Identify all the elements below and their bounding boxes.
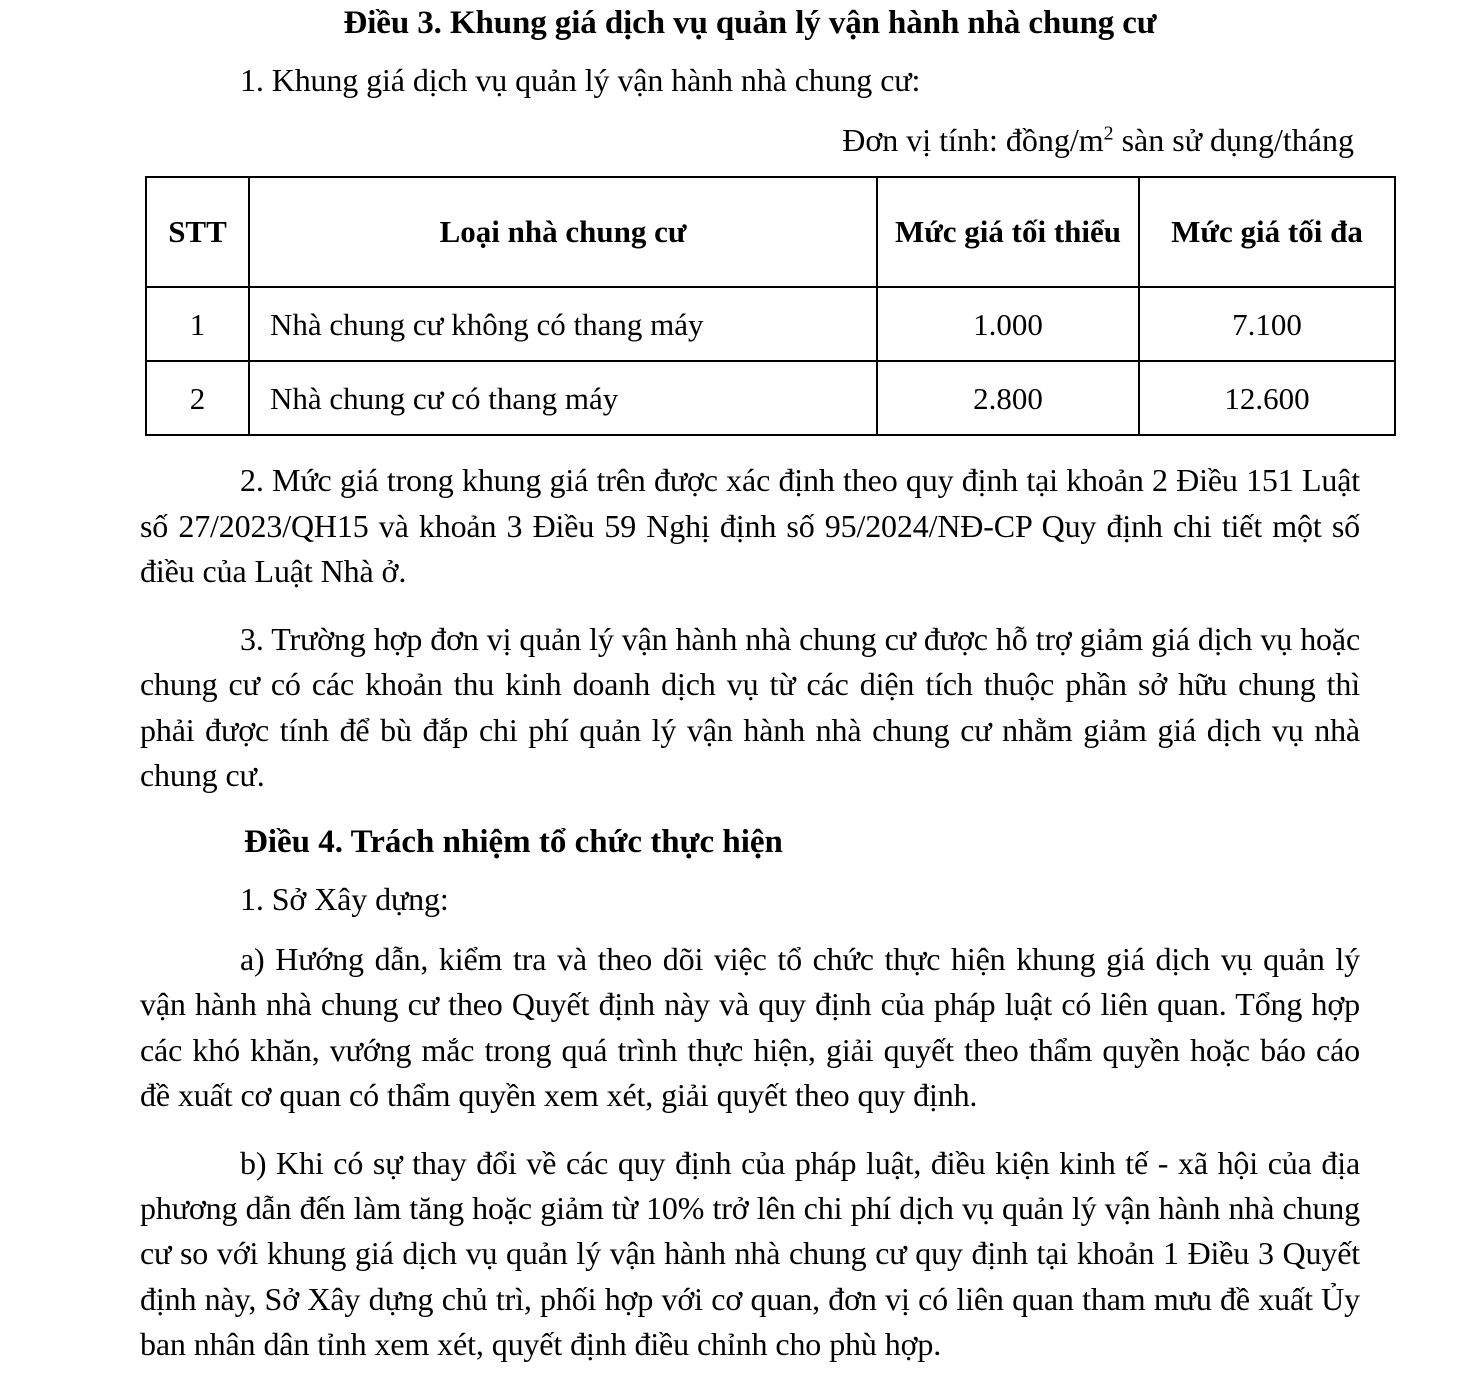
cell-apartment-type: Nhà chung cư có thang máy (249, 361, 877, 435)
cell-apartment-type: Nhà chung cư không có thang máy (249, 287, 877, 361)
table-row (146, 361, 1395, 435)
article-3-clause-2: 2. Mức giá trong khung giá trên được xác định theo quy định tại khoản 2 Điều 151 Luật số 27/2023/QH15 và khoản 3 Điều 59 Nghị định số 95/2024/NĐ-CP Quy định chi tiết một số điều của Luật Nhà ở. (140, 462, 1360, 590)
article-4-point-b: b) Khi có sự thay đổi về các quy định của pháp luật, điều kiện kinh tế - xã hội của địa phương dẫn đến làm tăng hoặc giảm từ 10% trở lên chi phí dịch vụ quản lý vận hành nhà chung cư so với khung giá dịch vụ quản lý vận hành nhà chung cư quy định tại khoản 1 Điều 3 Quyết định này, Sở Xây dựng chủ trì, phối hợp với cơ quan, đơn vị có liên quan tham mưu đề xuất Ủy ban nhân dân tỉnh xem xét, quyết định điều chỉnh cho phù hợp. (140, 1144, 1360, 1363)
unit-superscript: 2 (1103, 122, 1114, 145)
spacer (140, 1119, 1360, 1141)
article-4-clause-1: 1. Sở Xây dựng: (240, 881, 449, 918)
cell-maximum-price: 12.600 (1139, 361, 1395, 435)
spacer (140, 799, 1360, 821)
header-maximum-price: Mức giá tối đa (1139, 177, 1395, 287)
price-table-wrapper (140, 176, 1363, 436)
article-4-heading: Điều 4. Trách nhiệm tổ chức thực hiện (244, 823, 783, 860)
spacer (140, 863, 1360, 877)
header-apartment-type: Loại nhà chung cư (249, 177, 877, 287)
spacer (140, 595, 1360, 617)
cell-maximum-price: 7.100 (1139, 287, 1395, 361)
cell-stt: 2 (146, 361, 249, 435)
cell-minimum-price: 2.800 (877, 361, 1139, 435)
table-body (146, 287, 1395, 435)
spacer (140, 923, 1360, 937)
article-3-heading: Điều 3. Khung giá dịch vụ quản lý vận hành nhà chung cư (343, 5, 1157, 41)
cell-stt: 1 (146, 287, 249, 361)
spacer (140, 436, 1360, 458)
management-fee-price-table (145, 176, 1396, 436)
article-3-clause-1-intro: 1. Khung giá dịch vụ quản lý vận hành nhà chung cư: (240, 62, 921, 99)
unit-prefix: Đơn vị tính: đồng/m (842, 121, 1104, 158)
table-row (146, 287, 1395, 361)
article-3-clause-3: 3. Trường hợp đơn vị quản lý vận hành nhà chung cư được hỗ trợ giảm giá dịch vụ hoặc chung cư có các khoản thu kinh doanh dịch vụ từ các diện tích thuộc phần sở hữu chung thì phải được tính để bù đắp chi phí quản lý vận hành nhà chung cư nhằm giảm giá dịch vụ nhà chung cư. (140, 620, 1360, 794)
header-stt: STT (146, 177, 249, 287)
unit-suffix: sàn sử dụng/tháng (1113, 121, 1354, 158)
table-header-row (146, 177, 1395, 287)
spacer (140, 44, 1360, 58)
cell-minimum-price: 1.000 (877, 287, 1139, 361)
spacer (140, 104, 1360, 118)
unit-of-measure-line (140, 118, 1360, 163)
table-header (146, 177, 1395, 287)
article-4-point-a: a) Hướng dẫn, kiểm tra và theo dõi việc tổ chức thực hiện khung giá dịch vụ quản lý vận hành nhà chung cư theo Quyết định này và quy định của pháp luật có liên quan. Tổng hợp các khó khăn, vướng mắc trong quá trình thực hiện, giải quyết theo thẩm quyền hoặc báo cáo đề xuất cơ quan có thẩm quyền xem xét, giải quyết theo quy định. (140, 940, 1360, 1114)
spacer (140, 162, 1360, 176)
header-minimum-price: Mức giá tối thiểu (877, 177, 1139, 287)
